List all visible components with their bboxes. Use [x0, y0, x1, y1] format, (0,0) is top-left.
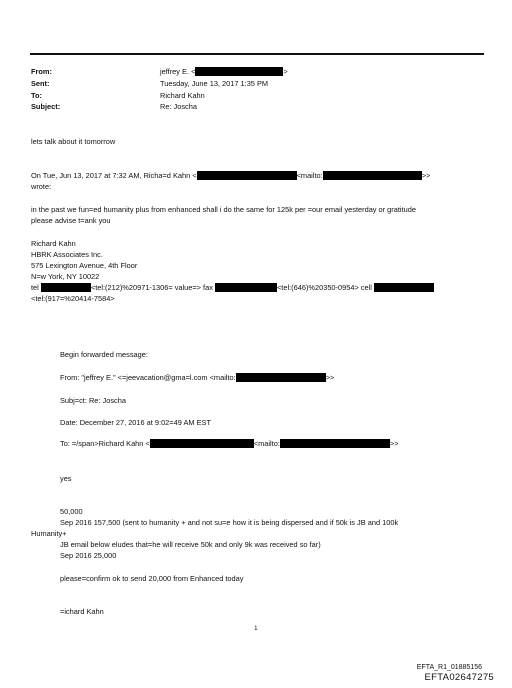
footer-ref2: EFTA02647275 — [424, 672, 494, 683]
sig-tel-value: <tel:(212)%20971-1306= value=> fax — [90, 283, 213, 292]
from-value — [160, 67, 288, 76]
forward-to-end: >> — [389, 439, 399, 448]
redaction-box — [323, 171, 422, 180]
forward-to-text: To: =/span>Richard Kahn < — [60, 439, 150, 448]
sig-cell: <tel:(917=%20414-7584> — [31, 294, 115, 303]
to-label: To: — [31, 91, 42, 100]
quote-intro — [31, 171, 430, 180]
forward-signoff: =ichard Kahn — [60, 607, 104, 616]
forward-from-text: From: "jeffrey E." <=jeevacation@gma=l.com <mailto: — [60, 373, 236, 382]
sig-name: Richard Kahn — [31, 239, 76, 248]
para1-line2: please advise t=ank you — [31, 216, 111, 225]
redaction-box — [236, 373, 326, 382]
sig-city: N=w York, NY 10022 — [31, 272, 100, 281]
subject-value: Re: Joscha — [160, 102, 197, 111]
para1-line1: in the past we fun=ed humanity plus from enhanced shall i do the same for 125k per =our email yesterday or gratitude — [31, 205, 416, 214]
reply-text: lets talk about it tomorrow — [31, 137, 116, 146]
forward-amount: 50,000 — [60, 507, 83, 516]
redaction-box — [197, 171, 297, 180]
from-value-text: jeffrey E. < — [160, 67, 196, 76]
quote-intro-end: >> — [421, 171, 431, 180]
sent-value: Tuesday, June 13, 2017 1:35 PM — [160, 79, 269, 88]
header-rule — [30, 53, 484, 55]
page-number: 1 — [254, 625, 258, 632]
footer-ref1: EFTA_R1_01885156 — [416, 664, 482, 671]
redaction-box — [280, 439, 390, 448]
from-label: From: — [31, 67, 52, 76]
to-value: Richard Kahn — [160, 91, 205, 100]
from-value-end: > — [283, 67, 288, 76]
sig-fax-value: <tel:(646)%20350-0954> cell — [276, 283, 372, 292]
redaction-box — [150, 439, 254, 448]
forward-begin: Begin forwarded message: — [60, 350, 148, 359]
sig-tel-label: tel — [31, 283, 39, 292]
forward-date: Date: December 27, 2016 at 9:02=49 AM EST — [60, 418, 211, 427]
redaction-box — [374, 283, 434, 292]
sent-label: Sent: — [31, 79, 50, 88]
forward-confirm: please=confirm ok to send 20,000 from Enhanced today — [60, 574, 244, 583]
sig-phones — [31, 283, 434, 292]
redaction-box — [195, 67, 283, 76]
quote-intro-text: On Tue, Jun 13, 2017 at 7:32 AM, Richa=d Kahn < — [31, 171, 197, 180]
redaction-box — [41, 283, 91, 292]
forward-from — [60, 373, 334, 382]
forward-sep-line2: Sep 2016 25,000 — [60, 551, 117, 560]
quote-mailto: <mailto: — [296, 171, 323, 180]
sig-address: 575 Lexington Avenue, 4th Floor — [31, 261, 138, 270]
forward-subject: Subj=ct: Re: Joscha — [60, 396, 126, 405]
forward-to — [60, 439, 399, 448]
forward-humanity: Humanity+ — [31, 529, 67, 538]
forward-from-end: >> — [325, 373, 335, 382]
redaction-box — [215, 283, 277, 292]
forward-to-mailto: <mailto: — [253, 439, 280, 448]
forward-sep-line: Sep 2016 157,500 (sent to humanity + and not su=e how it is being dispersed and if 50k is JB and 100k — [60, 518, 399, 527]
quote-wrote: wrote: — [31, 182, 52, 191]
forward-yes: yes — [60, 474, 72, 483]
subject-label: Subject: — [31, 102, 61, 111]
sig-company: HBRK Associates Inc. — [31, 250, 103, 259]
forward-jb-line: JB email below eludes that=he will receive 50k and only 9k was received so far) — [60, 540, 321, 549]
